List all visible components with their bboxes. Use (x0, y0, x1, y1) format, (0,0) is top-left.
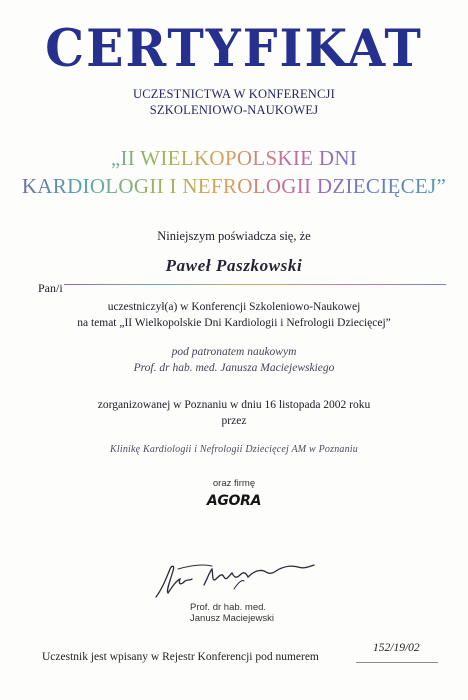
agora-logo-text: AGORA (206, 493, 262, 509)
registry-number-line (356, 662, 438, 663)
pan-label: Pan/i (38, 281, 63, 295)
participation-line-2: na temat „II Wielkopolskie Dni Kardiologii i Nefrologii Dziecięcej” (77, 317, 391, 329)
handwritten-signature (148, 555, 323, 603)
sponsor-prefix: oraz firmę (212, 478, 256, 489)
conference-name-line-1: „II WIELKOPOLSKIE DNI (0, 145, 468, 171)
name-underline (64, 284, 446, 285)
subtitle-line-1: UCZESTNICTWA W KONFERENCJI (133, 87, 335, 101)
certify-statement: Niniejszym poświadcza się, że (157, 229, 311, 243)
conference-name-line-2: KARDIOLOGII I NEFROLOGII DZIECIĘCEJ” (0, 173, 468, 199)
participant-name: Paweł Paszkowski (165, 256, 303, 275)
sponsor-logo (0, 492, 468, 510)
signatory-name: Janusz Maciejewski (190, 613, 274, 624)
registry-number: 152/19/02 (373, 642, 420, 654)
certificate-title: CERTYFIKAT (45, 17, 423, 79)
patronage-line-1: pod patronatem naukowym (171, 346, 297, 358)
subtitle-line-2: SZKOLENIOWO-NAUKOWEJ (149, 103, 319, 117)
by-word: przez (221, 415, 247, 427)
participation-line-1: uczestniczył(a) w Konferencji Szkoleniowo-Naukowej (107, 301, 361, 313)
organizer-name: Klinikę Kardiologii i Nefrologii Dziecięcej AM w Poznaniu (110, 444, 358, 455)
organized-line: zorganizowanej w Poznaniu w dniu 16 listopada 2002 roku (97, 399, 371, 411)
registry-statement: Uczestnik jest wpisany w Rejestr Konferencji pod numerem (42, 651, 319, 663)
signatory-title: Prof. dr hab. med. (190, 602, 267, 613)
patronage-line-2: Prof. dr hab. med. Janusza Maciejewskiego (133, 362, 335, 374)
